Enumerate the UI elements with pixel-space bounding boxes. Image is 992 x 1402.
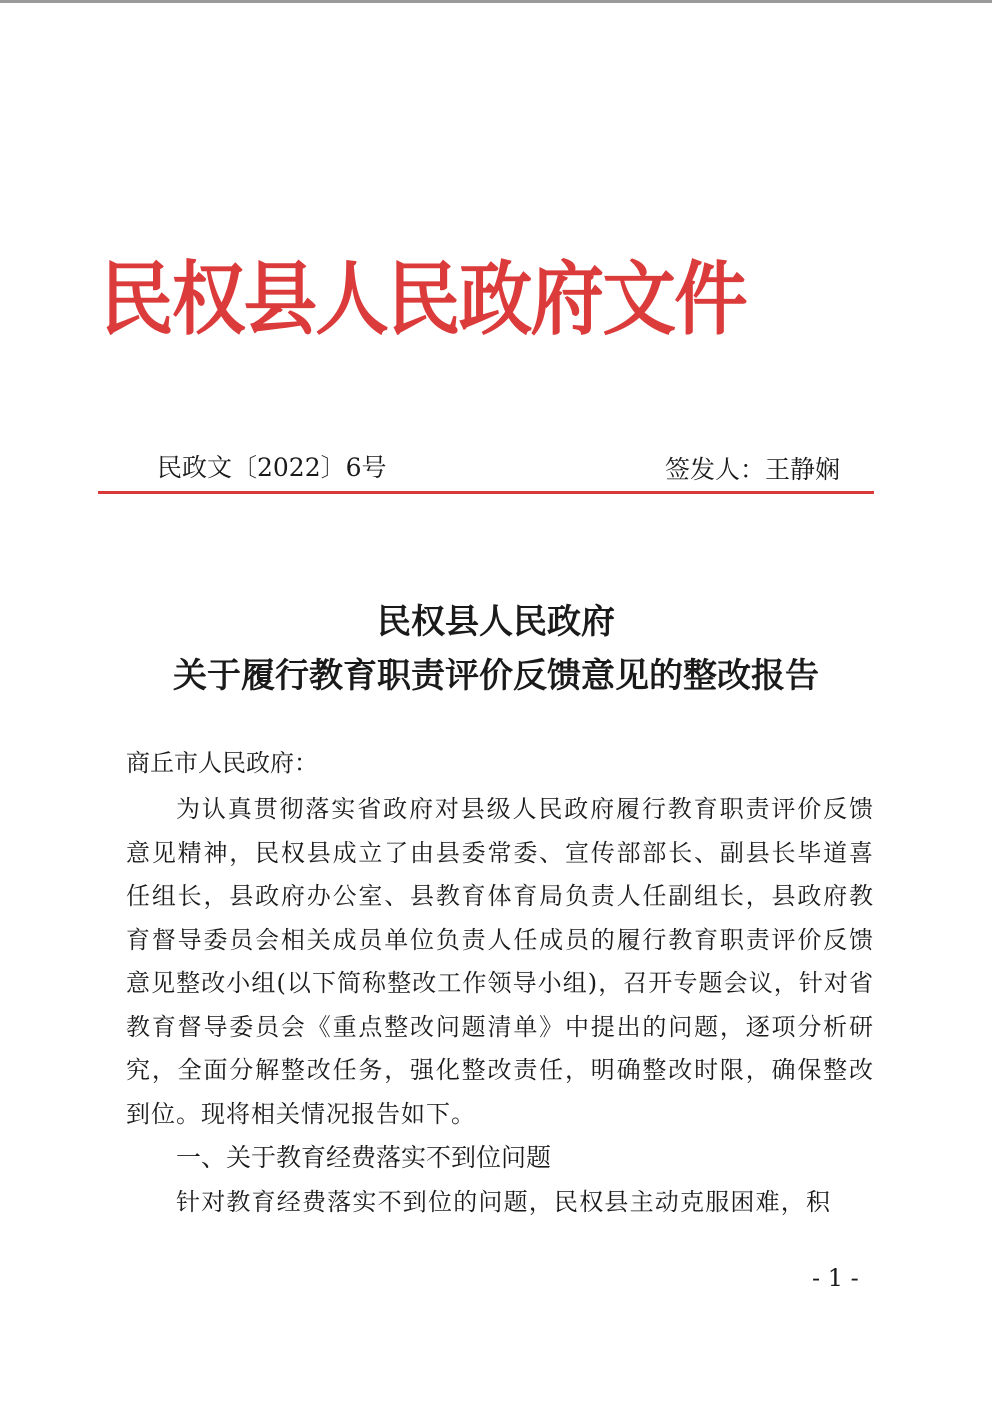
scan-top-edge [0,0,992,3]
body-paragraph-2: 针对教育经费落实不到位的问题，民权县主动克服困难，积 [176,1188,832,1216]
document-title-line-1: 民权县人民政府 [377,602,615,642]
salutation: 商丘市人民政府： [126,749,318,777]
page-number: - 1 - [812,1264,859,1292]
document-title-line-2: 关于履行教育职责评价反馈意见的整改报告 [173,656,819,696]
section-heading-1: 一、关于教育经费落实不到位问题 [176,1143,552,1172]
document-number: 民政文〔2022〕6号 [157,453,387,482]
body-paragraph-1: 为认真贯彻落实省政府对县级人民政府履行教育职责评价反馈意见精神，民权县成立了由县委常委、宣传部部长、副县长毕道喜任组长，县政府办公室、县教育体育局负责人任副组长，县政府教育督导委员会相关成员单位负责人任成员的履行教育职责评价反馈意见整改小组(以下简称整改工作领导小组)，召开专题会议，针对省教育督导委员会《重点整改问题清单》中提出的问题，逐项分析研究，全面分解整改任务，强化整改责任，明确整改时限，确保整改到位。现将相关情况报告如下。 [126,795,874,1128]
document-header-title: 民权县人民政府文件 [100,253,746,346]
issuer-signature-line: 签发人：王静娴 [665,455,841,484]
red-separator-rule [98,491,874,494]
